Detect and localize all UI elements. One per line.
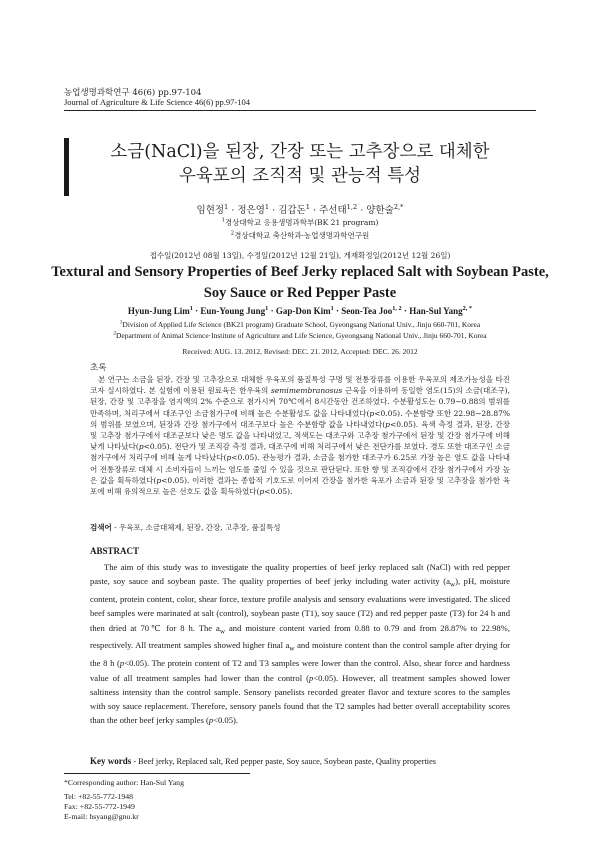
korean-keywords-text: - 우육포, 소금대체제, 된장, 간장, 고추장, 품질특성 (111, 523, 281, 532)
affiliation-ko-1-text: 경상대학교 응용생명과학부(BK 21 program) (224, 218, 379, 227)
p-value-symbol: p (156, 475, 162, 485)
abs-en-text: The aim of this study was to investigate the quality properties of beef jerky replaced salt (NaCl) with red pepper paste, soy sauce and soybean paste. The quality properties of beef jerky including water activity (a (90, 562, 510, 587)
corresponding-fax: Fax: +82-55-772-1949 (64, 802, 135, 811)
english-affiliation-1 (60, 320, 540, 329)
author-en-5-sup: 2, * (462, 305, 473, 312)
english-title-line-1: Textural and Sensory Properties of Beef Jerky replaced Salt with Soybean Paste, (51, 264, 549, 280)
p-value-symbol: p (369, 408, 375, 418)
abs-en-text: and moisture content varied from 0.88 to 0.79 and from 28.87% to 22.98%, respectively. All treatment samples showed higher final a (90, 622, 510, 651)
author-ko-3: 김갑돈 (278, 205, 306, 216)
author-en-4-sup: 1, 2 (392, 305, 402, 312)
author-separator: · (195, 306, 199, 316)
english-authors (60, 306, 540, 316)
english-keywords (90, 756, 520, 766)
abs-en-text: <0.05). (213, 715, 239, 726)
author-ko-1: 임현정 (196, 205, 225, 216)
footnote-divider (64, 773, 250, 774)
author-en-3-sup: 1 (330, 305, 334, 312)
p-value-symbol: p (138, 442, 144, 452)
author-en-3: Gap-Don Kim (275, 306, 331, 316)
author-en-2-sup: 1 (265, 305, 269, 312)
abs-en-text: ), pH, moisture content, protein content, color, shear force, texture profile analysis and sensory evaluations were investigated. The sliced beef samples were marinated at salt (control), soybean paste (T1), soy sauce (T2) and red pepper paste (T3) for 24 h and then dried at 70℃ for 8 h. The a (90, 576, 510, 633)
author-en-1: Hyun-Jung Lim (127, 306, 190, 316)
english-received-dates: Received: AUG. 13. 2012, Revised: DEC. 21. 2012, Accepted: DEC. 26. 2012 (182, 347, 418, 356)
korean-affiliation-2 (60, 230, 540, 241)
affiliation-en-1-sup: 1 (119, 319, 123, 326)
corresponding-author: *Corresponding author: Han-Sul Yang (64, 778, 184, 787)
journal-header-korean: 농업생명과학연구 46(6) pp.97-104 (64, 88, 202, 98)
corresponding-email: E-mail: hsyang@gnu.kr (64, 812, 139, 821)
species-term: semimembranosus (271, 386, 343, 396)
abs-ko-text: <0.05). 육색 측정 결과, 된장, 간장 및 고추장 첨가구에서 대조군보다 낮은 명도 값을 나타내었고, 적색도는 대조구와 고추장 첨가구에서 된장 및 간장 첨가구에 비해 낮게 나타났다( (90, 419, 510, 452)
korean-abstract-heading: 초록 (90, 363, 107, 373)
author-ko-3-sup: 1 (305, 202, 310, 211)
author-separator: · (313, 205, 317, 216)
author-separator: · (272, 205, 276, 216)
abs-ko-text: 본 연구는 소금을 된장, 간장 및 고추장으로 대체한 우육포의 품질특성 구명 및 전통장류를 이용한 우육포의 제조가능성을 타진코자 실시하였다. 본 실험에 이용된 원료육은 한우육의 (90, 375, 510, 396)
korean-keywords (90, 522, 510, 533)
affiliation-en-2-sup: 2 (113, 330, 116, 337)
affiliation-en-1-text: Division of Applied Life Science (BK21 program) Graduate School, Gyeongsang National Univ., Jinju 660-701, Korea (122, 320, 481, 329)
affiliation-ko-2-sup: 2 (230, 230, 235, 237)
english-abstract-body (90, 560, 510, 727)
affiliation-ko-2-text: 경상대학교 축산학과·농업생명과학연구원 (234, 231, 370, 240)
author-separator: · (403, 306, 407, 316)
author-en-1-sup: 1 (189, 305, 193, 312)
korean-received-dates: 접수일(2012년 08월 13일), 수정일(2012년 12월 21일), 게재확정일(2012년 12월 26일) (149, 251, 451, 260)
abs-ko-text: <0.05). 수분함량 또한 22.98∼28.87%의 범위를 보였으며, 된장과 간장 첨가구에서 대조구보다 높은 수분함량 값을 나타내었다( (90, 408, 510, 429)
p-value-symbol: p (226, 453, 232, 463)
author-ko-2-sup: 1 (264, 202, 270, 211)
abs-ko-text: 근육을 이용하여 동일한 염도(15)의 소금(대조구), 된장, 간장 및 고추장을 염지액의 2% 수준으로 첨가시켜 70℃에서 8시간동안 건조하였다. 수분활성도는 0.79∼0.88의 범위를 만족하며, 처리구에서 대조구인 소금첨가구에 비해 높은 수분활성도 값을 나타내었다( (90, 386, 510, 418)
author-en-4: Seon-Tea Joo (341, 306, 393, 316)
affiliation-ko-1-sup: 1 (221, 217, 225, 224)
korean-title-line-1: 소금(NaCl)을 된장, 간장 또는 고추장으로 대체한 (110, 142, 490, 162)
english-title (50, 262, 550, 304)
affiliation-en-2-text: Department of Animal Science·Institute of Agriculture and Life Science, Gyeongsang National Univ., Jinju 660-701, Korea (115, 331, 487, 340)
abs-en-text: and moisture content than the control sample after drying for the 8 h ( (90, 640, 510, 669)
korean-title (60, 140, 540, 188)
p-value-symbol: p (308, 672, 314, 683)
p-value-symbol: p (119, 658, 125, 669)
journal-header-english: Journal of Agriculture & Life Science 46(6) pp.97-104 (64, 97, 251, 107)
english-affiliation-2 (60, 331, 540, 340)
p-value-symbol: p (208, 715, 214, 726)
abs-ko-text: <0.05). 전단가 및 조직감 측정 결과, 대조구에 비해 처리구에서 낮은 전단가를 보였다. 경도 또한 대조구인 소금 첨가구에서 처리구에 비해 높게 나타났다( (90, 442, 511, 463)
korean-authors (60, 202, 540, 216)
p-value-symbol: p (385, 419, 390, 429)
english-keywords-text: - Beef jerky, Replaced salt, Red pepper paste, Soy sauce, Soybean paste, Quality properties (131, 757, 436, 766)
abs-ko-text: <0.05). 관능평가 결과, 소금을 첨가한 대조구가 6.25로 가장 높은 염도 값을 나타내어 전통장류로 대체 시 소비자들이 느끼는 염도를 줄일 수 있을 것으로 판단된다. 또한 향 및 조직감에서 간장 첨가구에서 가장 높은 값을 획득하였다( (90, 453, 510, 485)
aw-subscript: w (289, 645, 295, 654)
korean-keywords-label: 검색어 (90, 523, 112, 532)
author-separator: · (270, 306, 274, 316)
english-keywords-label: Key words (90, 756, 132, 766)
header-divider (64, 110, 536, 111)
author-ko-1-sup: 1 (224, 202, 229, 211)
author-separator: · (360, 205, 364, 216)
author-ko-5-sup: 2,* (393, 202, 404, 211)
korean-abstract-body (90, 374, 510, 497)
aw-subscript: w (219, 627, 226, 636)
abs-ko-text: <0.05). (264, 487, 293, 497)
author-ko-4: 주선태 (319, 205, 347, 216)
author-ko-5: 양한술 (366, 205, 394, 216)
abs-ko-text: <0.05). 이러한 결과는 종합적 기호도로 이어져 간장을 첨가한 육포가 소금과 된장 및 고추장을 첨가한 육포에 비해 유의적으로 높은 선호도 값을 획득하였다( (90, 475, 510, 497)
author-separator: · (336, 306, 340, 316)
korean-title-line-2: 우육포의 조직적 및 관능적 특성 (178, 166, 421, 186)
author-en-5: Han-Sul Yang (409, 306, 463, 316)
author-separator: · (231, 205, 235, 216)
author-ko-4-sup: 1,2 (346, 202, 358, 211)
korean-affiliation-1 (60, 217, 540, 228)
abs-en-text: <0.05). The protein content of T2 and T3 samples were lower than the control. Also, shear force and hardness value of all treatment samples had lower than the control ( (90, 658, 510, 683)
english-abstract-heading: ABSTRACT (90, 546, 140, 556)
p-value-symbol: p (259, 487, 265, 497)
english-title-line-2: Soy Sauce or Red Pepper Paste (203, 285, 397, 301)
corresponding-tel: Tel: +82-55-772-1948 (64, 792, 134, 801)
author-en-2: Eun-Young Jung (200, 306, 266, 316)
abs-en-text: <0.05). However, all treatment samples showed lower saltiness intensity than the control sample. Sensory panelists recorded greater flavor and texture scores to the samples with soy sauce replacement. Therefore, sensory panels found that the T2 samples had better overall acceptability scores than the other beef jerky samples ( (90, 672, 511, 726)
aw-subscript: w (449, 580, 456, 589)
author-ko-2: 정은영 (237, 205, 265, 216)
